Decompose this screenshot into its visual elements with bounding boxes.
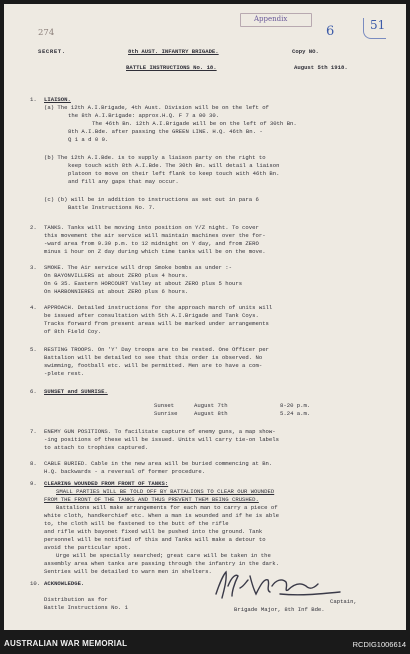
section-1-heading: LIAISON.	[44, 96, 71, 103]
section-5-number: 5.	[30, 346, 37, 353]
sunrise-label: Sunrise	[154, 410, 178, 417]
sunrise-time: 5.24 a.m.	[280, 410, 311, 417]
appendix-number: 6	[326, 24, 335, 39]
sunset-label: Sunset	[154, 402, 175, 409]
section-1b-line: keep touch with 8th A.I.Bde. The 30th Bn. will detail a liaison	[68, 162, 280, 169]
signatory-rank: Captain,	[330, 598, 357, 605]
section-1a-line: The 46th Bn. 12th A.I.Brigade will be on the left of 30th Bn.	[92, 120, 297, 127]
section-6-number: 6.	[30, 388, 37, 395]
section-1a-line: Q 1 a d 0 0.	[68, 136, 109, 143]
archive-name: AUSTRALIAN WAR MEMORIAL	[4, 639, 128, 648]
section-9-heading: CLEARING WOUNDED FROM FRONT OF TANKS:	[44, 480, 169, 487]
document-date: August 5th 1918.	[294, 64, 348, 71]
section-8-line: H.Q. backwards - a reversal of former procedure.	[44, 468, 206, 475]
section-9-line: Sentries will be detailed to warn men in shelters.	[44, 568, 212, 575]
section-4-line: be issued after consultation with 5th A.I.Brigade and Tank Coys.	[44, 312, 259, 319]
section-1b-line: (b) The 12th A.I.Bde. is to supply a liaison party on the right to	[44, 154, 266, 161]
folio-number: 51	[370, 18, 386, 32]
copy-number: Copy NO.	[292, 48, 319, 55]
section-2-number: 2.	[30, 224, 37, 231]
section-10-number: 10.	[30, 580, 41, 587]
section-9-line: SMALL PARTIES WILL BE TOLD OFF BY BATTALIONS TO CLEAR OUR WOUNDED	[56, 488, 275, 495]
section-9-line: personnel will be notified of this and Tanks will make a detour to	[44, 536, 266, 543]
section-9-line: to, the cloth will be fastened to the butt of the rifle	[44, 520, 229, 527]
section-1a-line: the 8th A.I.Brigade: approx.H.Q. F 7 a 00 30.	[68, 112, 220, 119]
section-5-line: swimming, football etc. will be permitted. Men are to have a com-	[44, 362, 263, 369]
section-8-line: CABLE BURIED. Cable in the new area will be buried commencing at Bn.	[44, 460, 273, 467]
section-5-line: Battalion will be detailed to see that this order is observed. No	[44, 354, 263, 361]
section-1b-line: platoon to move on their left flank to keep touch with 46th Bn.	[68, 170, 280, 177]
section-4-number: 4.	[30, 304, 37, 311]
section-3-line: On BAYONVILLERS at about ZERO plus 4 hours.	[44, 272, 189, 279]
section-9-line: Battalions will make arrangements for each man to carry a piece of	[56, 504, 278, 511]
section-9-line: and rifle with bayonet fixed will be pushed into the ground. Tank	[44, 528, 263, 535]
section-1a-line: 8th A.I.Bde. after passing the GREEN LINE. H.Q. 46th Bn. -	[68, 128, 263, 135]
section-7-line: -ing positions of these will be issued. Units will carry tie-on labels	[44, 436, 279, 443]
section-3-line: On G 35. Eastern HORCOURT Valley at about ZERO plus 5 hours	[44, 280, 243, 287]
section-9-line: white cloth, handkerchief etc. When a man is wounded and if he is able	[44, 512, 279, 519]
section-3-number: 3.	[30, 264, 37, 271]
section-6-heading: SUNSET and SUNRISE.	[44, 388, 108, 395]
section-9-number: 9.	[30, 480, 37, 487]
signatory-appointment: Brigade Major, 8th Inf Bde.	[234, 606, 325, 613]
sunrise-date: August 8th	[194, 410, 228, 417]
section-1c-line: Battle Instructions No. 7.	[68, 204, 156, 211]
page-number-stamp: 274	[38, 28, 55, 38]
section-5-line: -plete rest.	[44, 370, 85, 377]
section-1c-line: (c) (b) will be in addition to instructions as set out in para 6	[44, 196, 259, 203]
section-2-line: -ward area from 9.30 p.m. to 12 midnight on Y day, and from ZERO	[44, 240, 259, 247]
section-7-number: 7.	[30, 428, 37, 435]
section-5-line: RESTING TROOPS. On 'Y' Day troops are to be rested. One Officer per	[44, 346, 269, 353]
sunset-date: August 7th	[194, 402, 228, 409]
section-10-heading: ACKNOWLEDGE.	[44, 580, 85, 587]
section-4-line: of 8th Field Coy.	[44, 328, 102, 335]
folio-circle	[363, 18, 386, 39]
section-7-line: ENEMY GUN POSITIONS. To facilitate capture of enemy guns, a map show-	[44, 428, 276, 435]
section-1b-line: and fill any gaps that may occur.	[68, 178, 179, 185]
sunset-time: 8-20 p.m.	[280, 402, 311, 409]
section-9-line: assembly area when tanks are passing through the infantry in the dark.	[44, 560, 279, 567]
section-4-line: APPROACH. Detailed instructions for the approach march of units will	[44, 304, 273, 311]
section-1-number: 1.	[30, 96, 37, 103]
appendix-label: Appendix	[254, 15, 288, 23]
section-8-number: 8.	[30, 460, 37, 467]
distribution-line-1: Distribution as for	[44, 596, 108, 603]
section-9-line: Urge will be specially searched; great care will be taken in the	[56, 552, 271, 559]
section-9-line: avoid the particular spot.	[44, 544, 132, 551]
section-2-line: this movement the air service will maintain machines over the for-	[44, 232, 266, 239]
distribution-line-2: Battle Instructions No. 1	[44, 604, 128, 611]
section-2-line: minus 1 hour on Z day during which time tanks will be on the move.	[44, 248, 266, 255]
section-3-line: SMOKE. The Air service will drop Smoke bombs as under :-	[44, 264, 232, 271]
section-7-line: to attach to trophies captured.	[44, 444, 149, 451]
brigade-heading: 8th AUST. INFANTRY BRIGADE.	[128, 48, 219, 55]
classification: SECRET.	[38, 48, 66, 55]
section-4-line: Tracks forward from present areas will be marked under arrangements	[44, 320, 269, 327]
archive-footer	[0, 636, 410, 654]
section-9-line: FROM THE FRONT OF THE TANKS AND THUS PREVENT THEM BEING CRUSHED.	[44, 496, 259, 503]
document-page	[4, 4, 406, 630]
archive-reference: RCDIG1006614	[352, 640, 406, 649]
section-1a-line: (a) The 12th A.I.Brigade, 4th Aust. Division will be on the left of	[44, 104, 269, 111]
section-3-line: On HARBONNIERES at about ZERO plus 6 hours.	[44, 288, 189, 295]
document-title: BATTLE INSTRUCTIONS No. 18.	[126, 64, 217, 71]
section-2-line: TANKS. Tanks will be moving into position on Y/Z night. To cover	[44, 224, 259, 231]
